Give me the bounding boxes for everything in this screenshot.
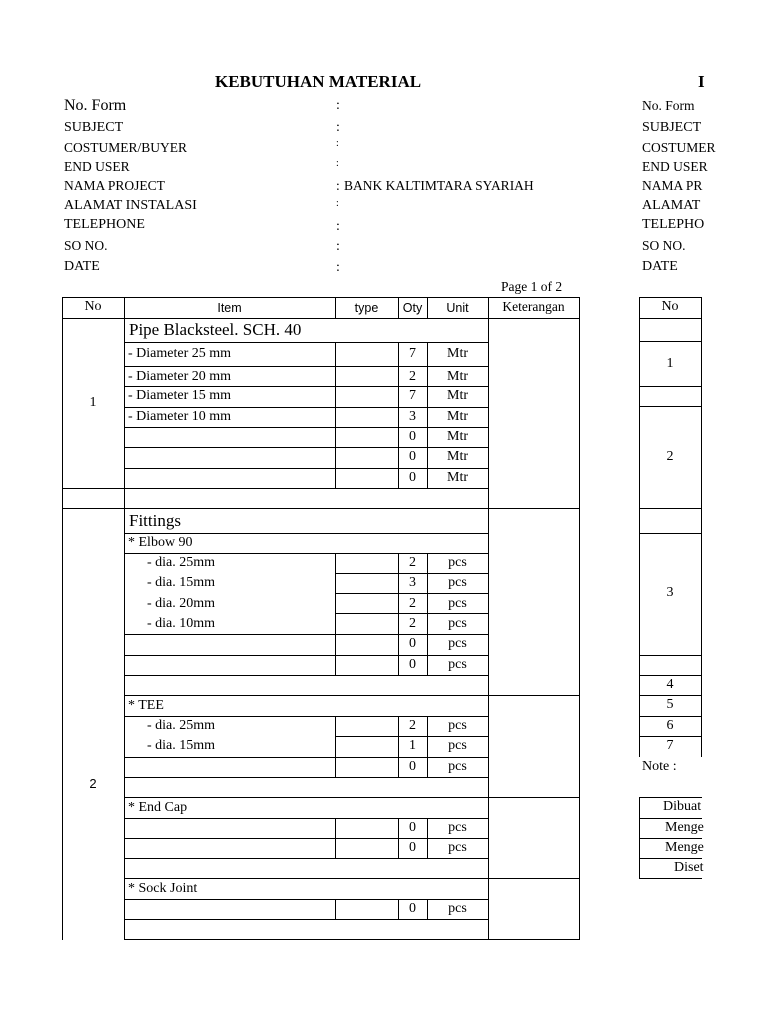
header-label-subject: SUBJECT: [64, 120, 124, 135]
qty-cell: 3: [409, 409, 416, 424]
qty-cell: 0: [409, 429, 416, 444]
unit-cell: pcs: [448, 759, 467, 774]
right-label: NAMA PR: [642, 178, 703, 193]
qty-cell: 0: [409, 657, 416, 672]
group-title: Fittings: [129, 511, 181, 530]
item-cell: - dia. 20mm: [147, 596, 216, 611]
right-label: END USER: [642, 159, 708, 174]
right-col-header-no: No: [661, 299, 679, 314]
right-row-number: 7: [666, 738, 674, 753]
qty-cell: 0: [409, 901, 416, 916]
unit-cell: pcs: [448, 616, 467, 631]
unit-cell: Mtr: [447, 409, 468, 424]
header-label-no-form: No. Form: [64, 97, 127, 114]
right-label: TELEPHO: [642, 217, 705, 232]
item-cell: - Diameter 25 mm: [128, 346, 232, 361]
right-row-number: 4: [666, 677, 674, 692]
unit-cell: pcs: [448, 555, 467, 570]
header-label-telephone: TELEPHONE: [64, 217, 145, 232]
unit-cell: pcs: [448, 718, 467, 733]
unit-cell: pcs: [448, 820, 467, 835]
page-indicator: Page 1 of 2: [501, 279, 563, 294]
group-number: 2: [89, 776, 97, 791]
header-sep: :: [336, 98, 340, 113]
header-sep: :: [336, 158, 339, 169]
item-cell: - dia. 25mm: [147, 718, 216, 733]
unit-cell: pcs: [448, 575, 467, 590]
sign-label: Menge: [665, 840, 704, 855]
unit-cell: pcs: [448, 596, 467, 611]
qty-cell: 2: [409, 596, 416, 611]
header-sep: :: [336, 198, 339, 209]
sign-label: Dibuat: [663, 799, 702, 814]
qty-cell: 0: [409, 820, 416, 835]
right-row-number: 6: [666, 718, 674, 733]
header-sep: :: [336, 239, 340, 254]
header-label-end-user: END USER: [64, 159, 130, 174]
col-header-qty: Oty: [402, 301, 423, 315]
qty-cell: 0: [409, 840, 416, 855]
header-value-project: BANK KALTIMTARA SYARIAH: [344, 178, 534, 193]
header-label-alamat: ALAMAT INSTALASI: [64, 198, 197, 213]
header-label-project: NAMA PROJECT: [64, 178, 165, 193]
subgroup-label-elbow: * Elbow 90: [128, 535, 193, 550]
sign-label: Diset: [674, 860, 704, 875]
group-title: Pipe Blacksteel. SCH. 40: [129, 320, 302, 339]
right-row-number: 2: [666, 449, 674, 464]
qty-cell: 0: [409, 470, 416, 485]
unit-cell: pcs: [448, 657, 467, 672]
qty-cell: 3: [409, 575, 416, 590]
unit-cell: Mtr: [447, 470, 468, 485]
item-cell: - Diameter 15 mm: [128, 388, 232, 403]
right-title-partial: I: [698, 72, 705, 91]
subgroup-label-end-cap: * End Cap: [128, 800, 188, 815]
sign-label: Menge: [665, 820, 704, 835]
item-cell: - dia. 15mm: [147, 738, 216, 753]
unit-cell: pcs: [448, 840, 467, 855]
item-cell: - dia. 15mm: [147, 575, 216, 590]
col-header-type: type: [354, 301, 379, 315]
subgroup-label-sock-joint: * Sock Joint: [128, 881, 198, 896]
qty-cell: 7: [409, 346, 416, 361]
header-sep: :: [336, 138, 339, 149]
right-label: COSTUMER: [642, 140, 716, 155]
right-note-label: Note :: [642, 759, 677, 774]
item-cell: - dia. 10mm: [147, 616, 216, 631]
qty-cell: 2: [409, 555, 416, 570]
unit-cell: pcs: [448, 636, 467, 651]
qty-cell: 0: [409, 636, 416, 651]
col-header-unit: Unit: [446, 301, 469, 315]
col-header-item: Item: [217, 301, 242, 315]
qty-cell: 0: [409, 449, 416, 464]
unit-cell: pcs: [448, 901, 467, 916]
right-label: SO NO.: [642, 238, 686, 253]
qty-cell: 2: [409, 718, 416, 733]
right-label: DATE: [642, 259, 678, 274]
unit-cell: Mtr: [447, 449, 468, 464]
unit-cell: pcs: [448, 738, 467, 753]
group-number: 1: [89, 395, 97, 410]
unit-cell: Mtr: [447, 369, 468, 384]
unit-cell: Mtr: [447, 429, 468, 444]
header-label-customer: COSTUMER/BUYER: [64, 140, 188, 155]
right-row-number: 3: [666, 585, 674, 600]
col-header-no: No: [84, 299, 102, 314]
qty-cell: 2: [409, 616, 416, 631]
right-label: SUBJECT: [642, 120, 702, 135]
qty-cell: 0: [409, 759, 416, 774]
header-label-so-no: SO NO.: [64, 238, 108, 253]
header-sep: :: [336, 178, 340, 193]
subgroup-label-tee: * TEE: [128, 698, 164, 713]
form-title: KEBUTUHAN MATERIAL: [215, 72, 422, 91]
header-label-date: DATE: [64, 259, 100, 274]
qty-cell: 1: [409, 738, 416, 753]
header-sep: :: [336, 120, 340, 135]
unit-cell: Mtr: [447, 346, 468, 361]
col-header-keterangan: Keterangan: [502, 299, 565, 314]
right-label: No. Form: [642, 98, 695, 113]
right-row-number: 1: [666, 356, 674, 371]
qty-cell: 2: [409, 369, 416, 384]
right-label: ALAMAT: [642, 198, 701, 213]
header-sep: :: [336, 260, 340, 275]
unit-cell: Mtr: [447, 388, 468, 403]
item-cell: - Diameter 20 mm: [128, 369, 232, 384]
header-sep: :: [336, 219, 340, 234]
right-row-number: 5: [666, 697, 674, 712]
item-cell: - Diameter 10 mm: [128, 409, 232, 424]
item-cell: - dia. 25mm: [147, 555, 216, 570]
qty-cell: 7: [409, 388, 416, 403]
